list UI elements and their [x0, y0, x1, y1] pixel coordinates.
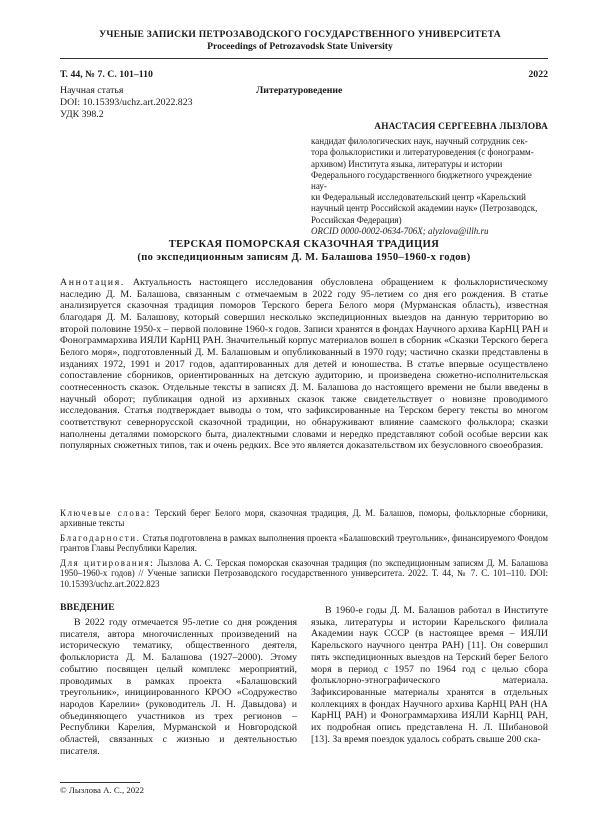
journal-title: УЧЕНЫЕ ЗАПИСКИ ПЕТРОЗАВОДСКОГО ГОСУДАРСТВЕННОГО УНИВЕРСИТЕТА [99, 29, 501, 40]
affiliation-line: кандидат филологических наук, научный сотрудник сек- [311, 136, 528, 147]
keywords [60, 508, 548, 529]
affiliation-line: тора фольклористики и литературоведения (с фонограмм- [311, 147, 534, 158]
year: 2022 [528, 69, 548, 80]
keywords-text: Терский берег Белого моря, сказочная традиция, Д. М. Балашов, поморы, фольклорные сборники, архивные тексты [60, 508, 548, 529]
body-column-right: В 1960-е годы Д. М. Балашов работал в Институте языка, литературы и истории Карельского филиала Академии наук СССР (в настоящее время – ИЯЛИ Карельского научного центра РАН) [11]. Он совершил пять экспедиционных выездов на Терский берег Белого моря в период с 1957 по 1964 год с целью сбора фольклорно-этнографического материала. Зафиксированные материалы хранятся в отдельных коллекциях в фондах Научного архива КарНЦ РАН (НА КарНЦ РАН) и Фонограммархива ИЯЛИ КарНЦ РАН, их подробная опись представлена Н. Л. Шибановой [13]. За время поездок удалось собрать свыше 200 ска- [311, 605, 548, 745]
body-column-left: В 2022 году отмечается 95-летие со дня рождения писателя, автора многочисленных произведений на историческую тематику, общественного деятеля, фольклориста Д. М. Балашова (1927–2000). Этому событию посвящен целый комплекс мероприятий, проводимых в рамках проекта «Балашовский треугольник», инициированного КРОО «Содружество народов Карелии» (руководитель Л. Н. Давыдова) и объединяющего участников из трех регионов – Республики Карелия, Мурманской и Новгородской областей, связанных с жизнью и деятельностью писателя. [60, 617, 297, 757]
article-type: Научная статья [60, 85, 124, 96]
volume-info: Т. 44, № 7. С. 101–110 [60, 69, 153, 80]
affiliation-line: Федерального государственного бюджетного учреждение нау- [311, 169, 532, 192]
abstract-text: Актуальность настоящего исследования обусловлена обращением к фольклористическому наследию Д. М. Балашова, связанным с отмечаемым в 2022 году 95-летием со дня его рождения. В статье анализируется сказочная традиция поморов Терского берега Белого моря (Мурманская область), известная благодаря Д. М. Балашову, который совершил несколько экспедиционных выездов на данную территорию во второй половине 1950-х – первой половине 1960-х годов. Записи хранятся в фондах Научного архива КарНЦ РАН и Фонограммархива ИЯЛИ КарНЦ РАН. Значительный корпус материалов вошел в сборник «Сказки Терского берега Белого моря», подготовленный Д. М. Балашовым и опубликованный в 1970 году; частично сказки представлены в изданиях 1972, 1991 и 2017 годов, адаптированных для детей и юношества. В статье впервые осуществлено сопоставление сборников, ориентированных на детскую аудиторию, и произведена сюжетно-исполнительская соотнесенность сказок. Отдельные тексты в записях Д. М. Балашова до настоящего времени не были введены в научный оборот; публикация одной из архивных сказок также свидетельствует о новизне проводимого исследования. Статья подтверждает выводы о том, что зафиксированные на Терском берегу тексты во многом соответствуют севернорусской сказочной традиции, но обнаруживают влияние саамского фольклора; сказки наполнены деталями поморского быта, диалектными словами и нередко представляют собой особые версии как популярных сюжетных типов, так и очень редких. Все это является доказательством их безусловного своеобразия. [60, 277, 548, 452]
affiliation-line: научный центр Российской академии наук» (Петрозаводск, [311, 203, 538, 214]
affiliation-line: Российская Федерация) [311, 214, 402, 225]
citation-label: Для цитирования: [60, 558, 155, 568]
doi[interactable]: DOI: 10.15393/uchz.art.2022.823 [60, 97, 193, 108]
abstract-label: Аннотация. [60, 277, 125, 288]
author-name: АНАСТАСИЯ СЕРГЕЕВНА ЛЫЗЛОВА [374, 122, 548, 132]
affiliation-line: ки Федеральный исследовательский центр «Карельский [311, 192, 526, 203]
orcid[interactable]: ORCID 0000-0002-0634-706X; alyzlova@illh.ru [311, 225, 489, 236]
citation [60, 558, 548, 589]
acknowledgments-text: Статья подготовлена в рамках выполнения проекта «Балашовский треугольник», финансируемого Фондом грантов Главы Республики Карелия. [60, 533, 549, 554]
title-line-1: ТЕРСКАЯ ПОМОРСКАЯ СКАЗОЧНАЯ ТРАДИЦИЯ [168, 239, 440, 250]
author-block [303, 122, 548, 237]
udc: УДК 398.2 [60, 109, 104, 120]
keywords-label: Ключевые слова: [60, 508, 151, 518]
footnote-divider [60, 782, 140, 783]
copyright: © Лызлова А. С., 2022 [60, 785, 144, 795]
acknowledgments-label: Благодарности. [60, 533, 141, 543]
title-line-2: (по экспедиционным записям Д. М. Балашова 1950–1960-х годов) [137, 251, 471, 263]
journal-title-en: Proceedings of Petrozavodsk State University [207, 41, 393, 52]
section-name: Литературоведение [256, 85, 343, 96]
header-divider [60, 58, 548, 59]
affiliation-line: архивом) Института языка, литературы и истории [311, 158, 503, 169]
abstract [60, 277, 548, 452]
section-heading: ВВЕДЕНИЕ [60, 602, 115, 613]
article-title [60, 239, 548, 264]
citation-text: Лызлова А. С. Терская поморская сказочная традиция (по экспедиционным записям Д. М. Балашова 1950–1960-х годов) // Ученые записки Петрозаводского государственного университета. 2022. Т. 44, № 7. С. 101–110. DOI: 10.15393/uchz.art.2022.823 [60, 558, 549, 589]
acknowledgments [60, 533, 548, 554]
